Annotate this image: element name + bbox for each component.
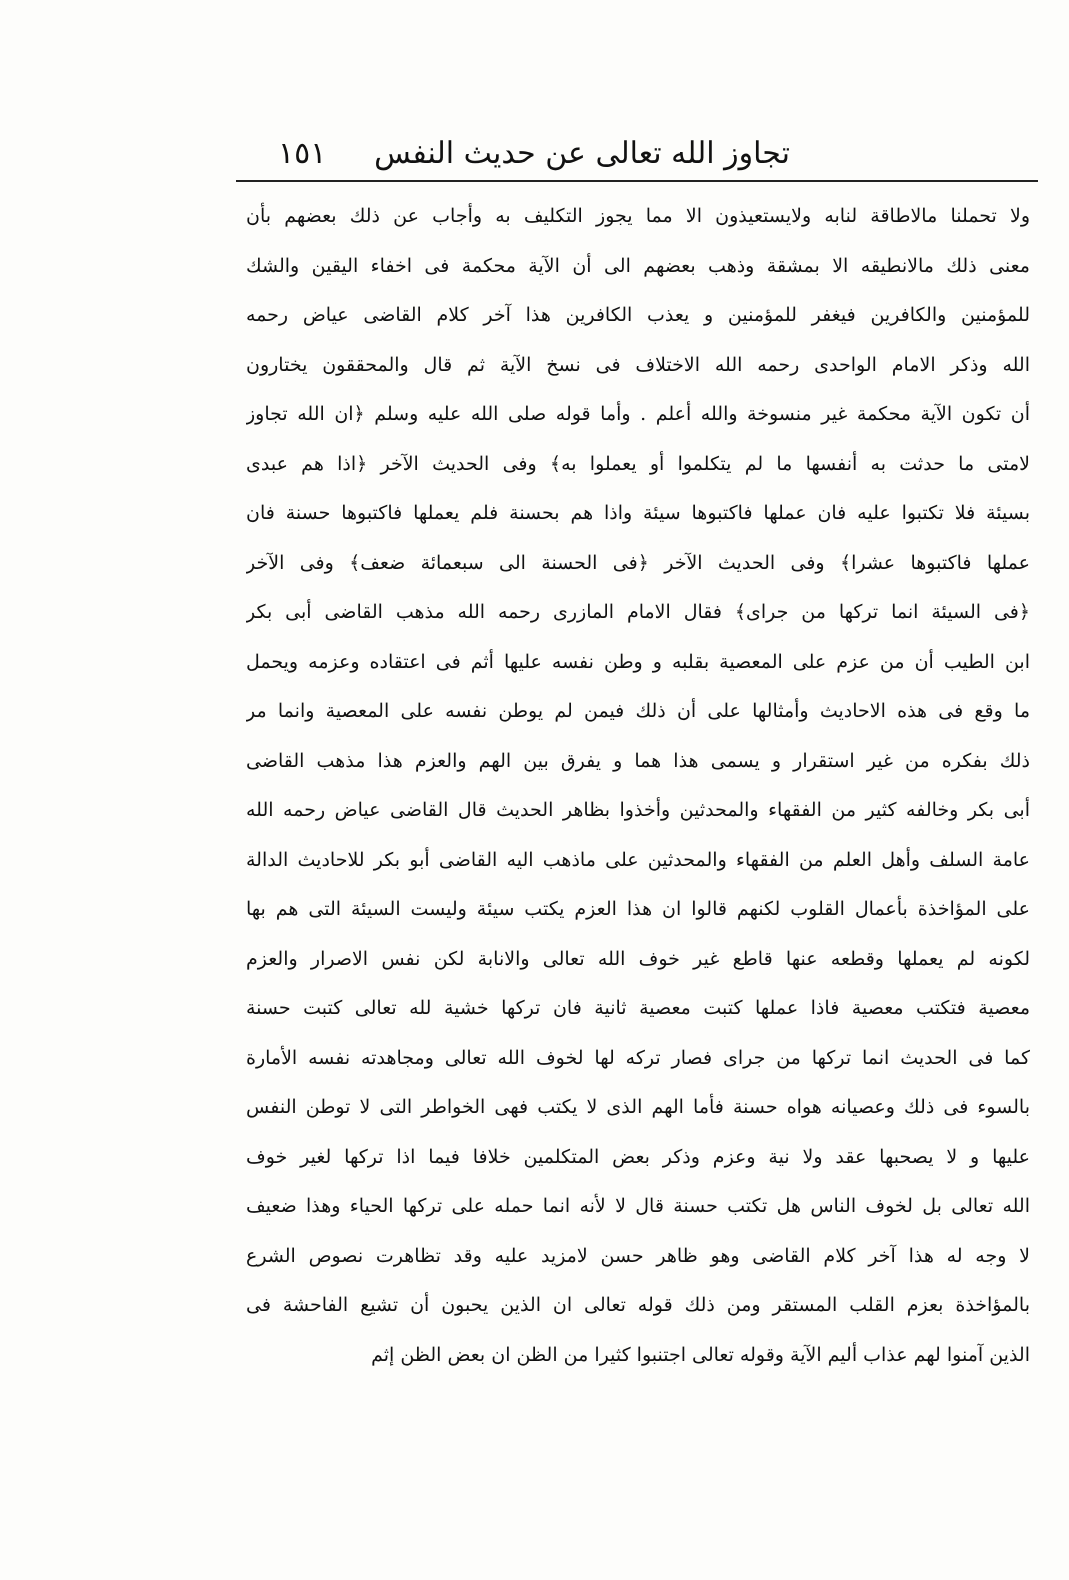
text-line: عملها فاكتبوها عشرا﴾ وفى الحديث الآخر ﴿فى الحسنة الى سبعمائة ضعف﴾ وفى الآخر: [246, 551, 1030, 574]
body-text: [246, 192, 1030, 1380]
running-title: تجاوز الله تعالى عن حديث النفس: [374, 136, 790, 171]
text-line: أبى بكر وخالفه كثير من الفقهاء والمحدثين وأخذوا بظاهر الحديث قال القاضى عياض رحمه الله: [246, 799, 1030, 821]
text-line: لا وجه له هذا آخر كلام القاضى وهو ظاهر حسن لامزيد عليه وقد تظاهرت نصوص الشرع: [246, 1244, 1030, 1267]
text-line: أن تكون الآية محكمة غير منسوخة والله أعلم . وأما قوله صلى الله عليه وسلم ﴿ان الله تجاوز: [246, 403, 1030, 425]
page-number: ١٥١: [278, 136, 327, 171]
text-line: ما وقع فى هذه الاحاديث وأمثالها على أن ذلك فيمن لم يوطن نفسه على المعصية وانما مر: [246, 700, 1030, 722]
text-line: معنى ذلك مالانطيقه الا بمشقة وذهب بعضهم الى أن الآية محكمة فى اخفاء اليقين والشك: [246, 254, 1030, 277]
text-line: لكونه لم يعملها وقطعه عنها قاطع غير خوف الله تعالى والانابة لكن نفس الاصرار والعزم: [246, 947, 1030, 970]
page-header: [238, 128, 790, 180]
text-line: على المؤاخذة بأعمال القلوب لكنهم قالوا ان هذا العزم يكتب سيئة وليست السيئة التى هم بها: [246, 898, 1030, 920]
text-line: للمؤمنين والكافرين فيغفر للمؤمنين و يعذب الكافرين هذا آخر كلام القاضى عياض رحمه: [246, 304, 1030, 326]
text-line: ولا تحملنا مالاطاقة لنابه ولايستعيذون الا مما يجوز التكليف به وأجاب عن ذلك بعضهم بأن: [246, 205, 1030, 227]
text-line: بسيئة فلا تكتبوا عليه فان عملها فاكتبوها سيئة واذا هم بحسنة فلم يعملها فاكتبوها حسنة فان: [246, 502, 1030, 524]
text-line: ابن الطيب أن من عزم على المعصية بقلبه و وطن نفسه عليها أثم فى اعتقاده وعزمه ويحمل: [246, 650, 1030, 673]
text-line: لامتى ما حدثت به أنفسها ما لم يتكلموا أو يعملوا به﴾ وفى الحديث الآخر ﴿اذا هم عبدى: [246, 452, 1030, 475]
text-line: عامة السلف وأهل العلم من الفقهاء والمحدثين على ماذهب اليه القاضى أبو بكر للاحاديث الدالة: [246, 848, 1030, 871]
text-line: الذين آمنوا لهم عذاب أليم الآية وقوله تعالى اجتنبوا كثيرا من الظن ان بعض الظن إثم: [371, 1343, 1030, 1366]
header-rule: [236, 180, 1038, 182]
text-line: بالمؤاخذة بعزم القلب المستقر ومن ذلك قوله تعالى ان الذين يحبون أن تشيع الفاحشة فى: [246, 1294, 1030, 1316]
text-line: معصية فتكتب معصية فاذا عملها كتبت معصية ثانية فان تركها خشية لله تعالى كتبت حسنة: [246, 997, 1030, 1019]
text-line: ذلك بفكره من غير استقرار و يسمى هذا هما و يفرق بين الهم والعزم هذا مذهب القاضى: [246, 749, 1030, 772]
text-line: الله تعالى بل لخوف الناس هل تكتب حسنة قال لا لأنه انما حمله على تركها الحياء وهذا ضعيف: [246, 1195, 1030, 1217]
text-line: عليها و لا يصحبها عقد ولا نية وعزم وذكر بعض المتكلمين خلافا فيما اذا تركها لغير خوف: [246, 1145, 1030, 1168]
text-line: ﴿فى السيئة انما تركها من جراى﴾ فقال الامام المازرى رحمه الله مذهب القاضى أبى بكر: [246, 601, 1030, 623]
text-line: كما فى الحديث انما تركها من جراى فصار تركه لها لخوف الله تعالى ومجاهدته نفسه الأمارة: [246, 1046, 1030, 1069]
text-line: بالسوء فى ذلك وعصيانه هواه حسنة فأما الهم الذى لا يكتب فهى الخواطر التى لا توطن النفس: [246, 1096, 1030, 1118]
text-line: الله وذكر الامام الواحدى رحمه الله الاختلاف فى نسخ الآية ثم قال والمحققون يختارون: [246, 353, 1030, 376]
